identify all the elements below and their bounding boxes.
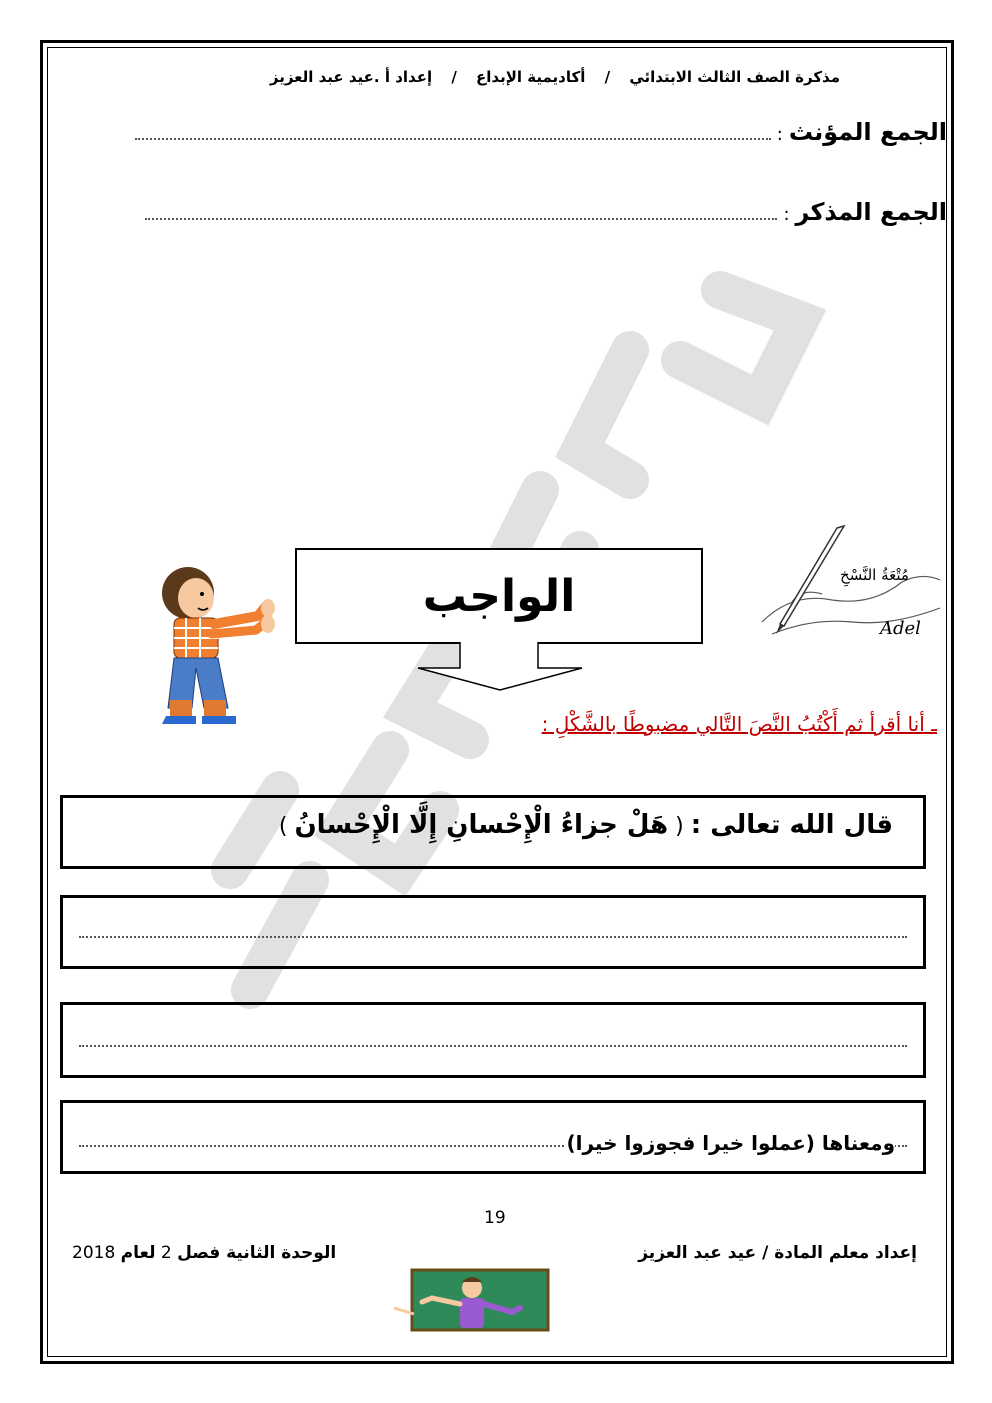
footer-unit-label: الوحدة الثانية فصل [177, 1243, 337, 1263]
down-arrow-icon [410, 642, 590, 692]
header-academy: أكاديمية الإبداع [476, 68, 586, 86]
page-number: 19 [484, 1208, 506, 1228]
calligraphy-caption: مُتْعَةُ النَّسْخِ [840, 566, 909, 584]
verse-open-paren: ( [675, 814, 684, 839]
header-separator: / [451, 68, 457, 86]
writing-line[interactable] [79, 936, 907, 938]
feminine-plural-row [135, 118, 947, 146]
colon: : [783, 204, 790, 225]
writing-box-1[interactable] [60, 895, 926, 969]
writing-line[interactable] [79, 1045, 907, 1047]
meaning-box[interactable] [60, 1100, 926, 1174]
verse-close-paren: ) [278, 814, 288, 839]
header-author: إعداد أ .عيد عبد العزيز [269, 68, 433, 86]
masculine-plural-label: الجمع المذكر [795, 198, 947, 226]
header-separator: / [604, 68, 611, 86]
footer-unit [72, 1243, 336, 1263]
verse-prefix: قال الله تعالى : [690, 810, 893, 840]
masculine-plural-answer-line[interactable] [145, 218, 777, 220]
boy-illustration [148, 558, 288, 730]
homework-title: الواجب [422, 570, 576, 622]
homework-title-box [295, 548, 703, 644]
feminine-plural-answer-line[interactable] [135, 138, 771, 140]
verse-line [279, 810, 893, 840]
meaning-text: ومعناها (عملوا خيرا فجوزوا خيرا) [566, 1131, 895, 1155]
verse-box [60, 795, 926, 869]
header-title: مذكرة الصف الثالث الابتدائي [629, 68, 840, 86]
verse-text: هَلْ جزاءُ الْإِحْسانِ إِلَّا الْإِحْسانُ [294, 810, 669, 840]
calligraphy-signature: Adel [880, 618, 921, 639]
colon: : [776, 124, 783, 145]
masculine-plural-row [145, 198, 947, 226]
footer-year: 2018 [72, 1243, 116, 1263]
header [150, 68, 840, 86]
instruction-text: ـ أنا أقرأ ثم أَكْتُبُ النَّصَ التَّالي مضبوطًا بالشَّكْلِ : [541, 712, 937, 736]
teacher-illustration [392, 1268, 552, 1338]
footer-term: 2 [160, 1243, 172, 1263]
writing-box-2[interactable] [60, 1002, 926, 1078]
feminine-plural-label: الجمع المؤنث [788, 118, 947, 146]
footer-year-label: لعام [120, 1243, 156, 1263]
footer-author: إعداد معلم المادة / عيد عبد العزيز [638, 1243, 917, 1263]
